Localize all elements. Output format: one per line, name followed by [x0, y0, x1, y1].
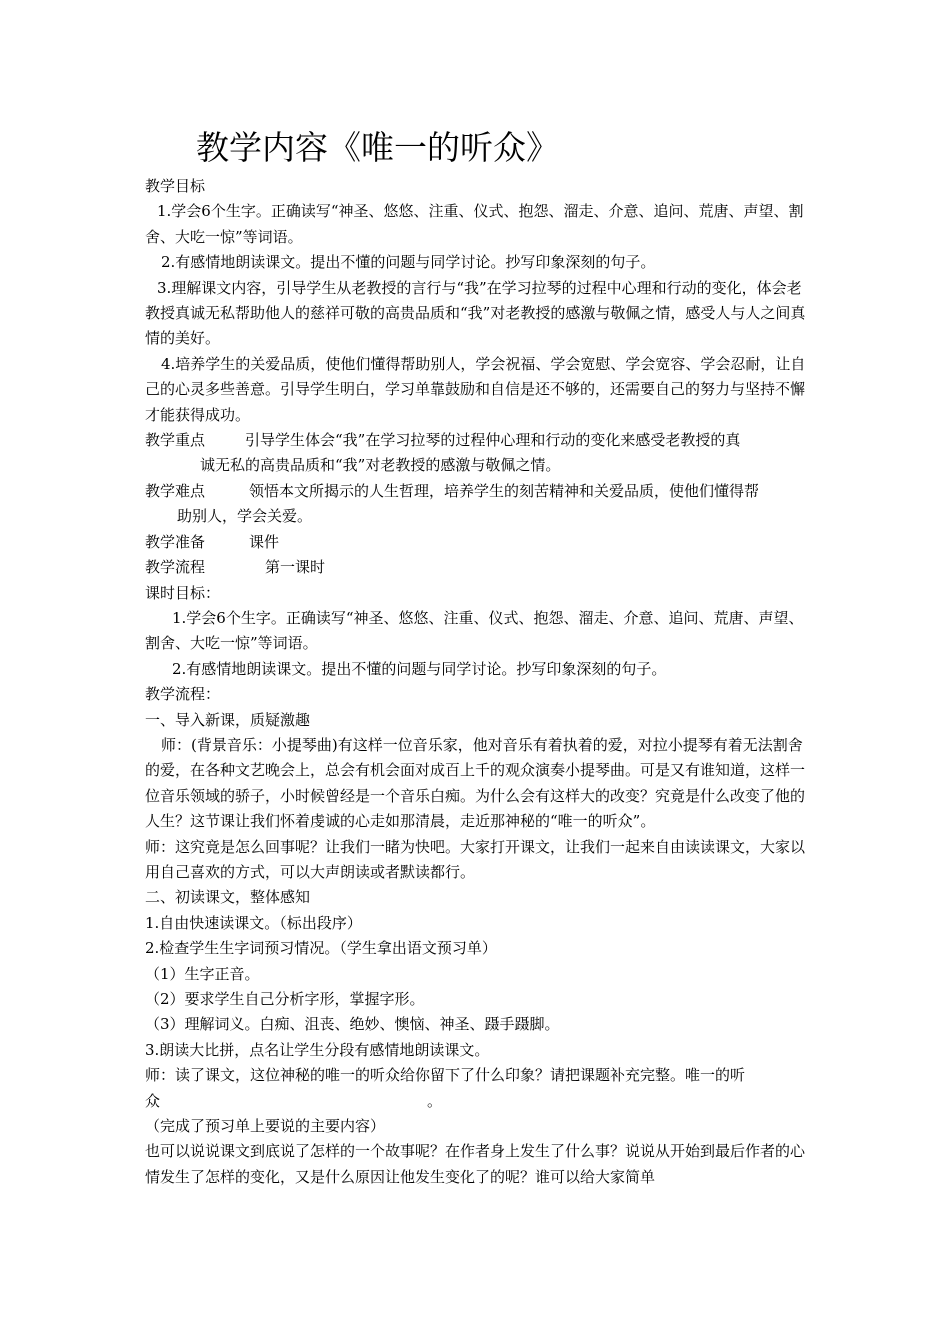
lesson-goal-1: 1.学会6个生字。正确读写“神圣、悠悠、注重、仪式、抱怨、溜走、介意、追问、荒唐、声望、割舍、大吃一惊”等词语。 [145, 608, 804, 653]
goal-4: 4.培养学生的关爱品质，使他们懂得帮助别人，学会祝福、学会宽慰、学会宽容、学会忍耐，让自己的心灵多些善意。引导学生明白，学习单靠鼓励和自信是还不够的，还需要自己的努力与坚持不懈才能获得成功。 [145, 354, 806, 424]
teacher-question-blank [145, 1089, 813, 1114]
procedure-label: 教学流程 [145, 558, 206, 577]
story-question: 也可以说说课文到底说了怎样的一个故事呢？在作者身上发生了什么事？说说从开始到最后作者的心情发生了怎样的变化，又是什么原因让他发生变化了的呢？谁可以给大家简单 [145, 1142, 806, 1186]
preview-note: （完成了预习单上要说的主要内容） [145, 1117, 386, 1136]
document-title: 教学内容《唯一的听众》 [196, 128, 559, 167]
step-2-item-1: 1.自由快速读课文。（标出段序） [145, 913, 362, 932]
step-1-teacher-intro: 师：(背景音乐：小提琴曲)有这样一位音乐家，他对音乐有着执着的爱，对拉小提琴有着无法割舍的爱，在各种文艺晚会上，总会有机会面对成百上千的观众演奏小提琴曲。可是又有谁知道，这样一位音乐领域的骄子，小时候曾经是一个音乐白痴。为什么会有这样大的改变？究竟是什么改变了他的人生？这节课让我们怀着虔诚的心走如那清晨，走近那神秘的“唯一的听众”。 [145, 735, 806, 831]
key-points-continued: 诚无私的高贵品质和“我”对老教授的感激与敬佩之情。 [200, 456, 561, 475]
lesson-goal-2: 2.有感情地朗读课文。提出不懂的问题与同学讨论。抄写印象深刻的句子。 [172, 659, 667, 678]
step-2-sub-2: （2）要求学生自己分析字形，掌握字形。 [145, 990, 425, 1008]
goal-3: 3.理解课文内容，引导学生从老教授的言行与“我”在学习拉琴的过程中心理和行动的变化，体会老教授真诚无私帮助他人的慈祥可敬的高贵品质和“我”对老教授的感激与敬佩之情，感受人与人之间真情的美好。 [145, 278, 806, 348]
step-2-sub-3: （3）理解词义。白痴、沮丧、绝妙、懊恼、神圣、蹑手蹑脚。 [145, 1015, 560, 1034]
difficult-points-label: 教学难点 [145, 481, 206, 500]
document-body [145, 174, 813, 1190]
blank-prefix: 众 [145, 1091, 161, 1110]
key-points-text: 引导学生体会“我”在学习拉琴的过程仲心理和行动的变化来感受老教授的真 [245, 431, 741, 450]
goal-1: 1.学会6个生字。正确读写“神圣、悠悠、注重、仪式、抱怨、溜走、介意、追问、荒唐、声望、割舍、大吃一惊”等词语。 [145, 202, 804, 246]
key-points-label: 教学重点 [145, 431, 206, 450]
step-2-item-3: 3.朗读大比拼，点名让学生分段有感情地朗读课文。 [145, 1040, 490, 1059]
procedure [145, 555, 813, 580]
step-1-teacher-instruction: 师：这究竟是怎么回事呢？让我们一睹为快吧。大家打开课文，让我们一起来自由读读课文，大家以用自己喜欢的方式，可以大声朗读或者默读都行。 [145, 837, 806, 881]
procedure-text: 第一课时 [265, 558, 326, 577]
difficult-points [145, 479, 813, 504]
step-2-item-2: 2.检查学生生字词预习情况。（学生拿出语文预习单） [145, 939, 497, 958]
teacher-question: 师：读了课文，这位神秘的唯一的听众给你留下了什么印象？请把课题补充完整。唯一的听 [145, 1066, 746, 1085]
section-heading-goals: 教学目标 [145, 177, 206, 195]
blank-end: 。 [427, 1091, 443, 1110]
difficult-points-continued: 助别人，学会关爱。 [177, 507, 313, 526]
preparation [145, 530, 813, 555]
key-points [145, 428, 813, 453]
difficult-points-text: 领悟本文所揭示的人生哲理，培养学生的刻苦精神和关爱品质，使他们懂得帮 [249, 481, 760, 500]
step-2-sub-1: （1）生字正音。 [145, 964, 260, 983]
lesson-goals-heading: 课时目标： [145, 583, 221, 602]
preparation-text: 课件 [249, 532, 280, 551]
step-2-heading: 二、初读课文，整体感知 [145, 888, 311, 907]
procedure-heading: 教学流程： [145, 685, 221, 704]
step-1-heading: 一、导入新课，质疑激趣 [145, 710, 311, 729]
goal-2: 2.有感情地朗读课文。提出不懂的问题与同学讨论。抄写印象深刻的句子。 [161, 253, 656, 272]
preparation-label: 教学准备 [145, 532, 206, 551]
